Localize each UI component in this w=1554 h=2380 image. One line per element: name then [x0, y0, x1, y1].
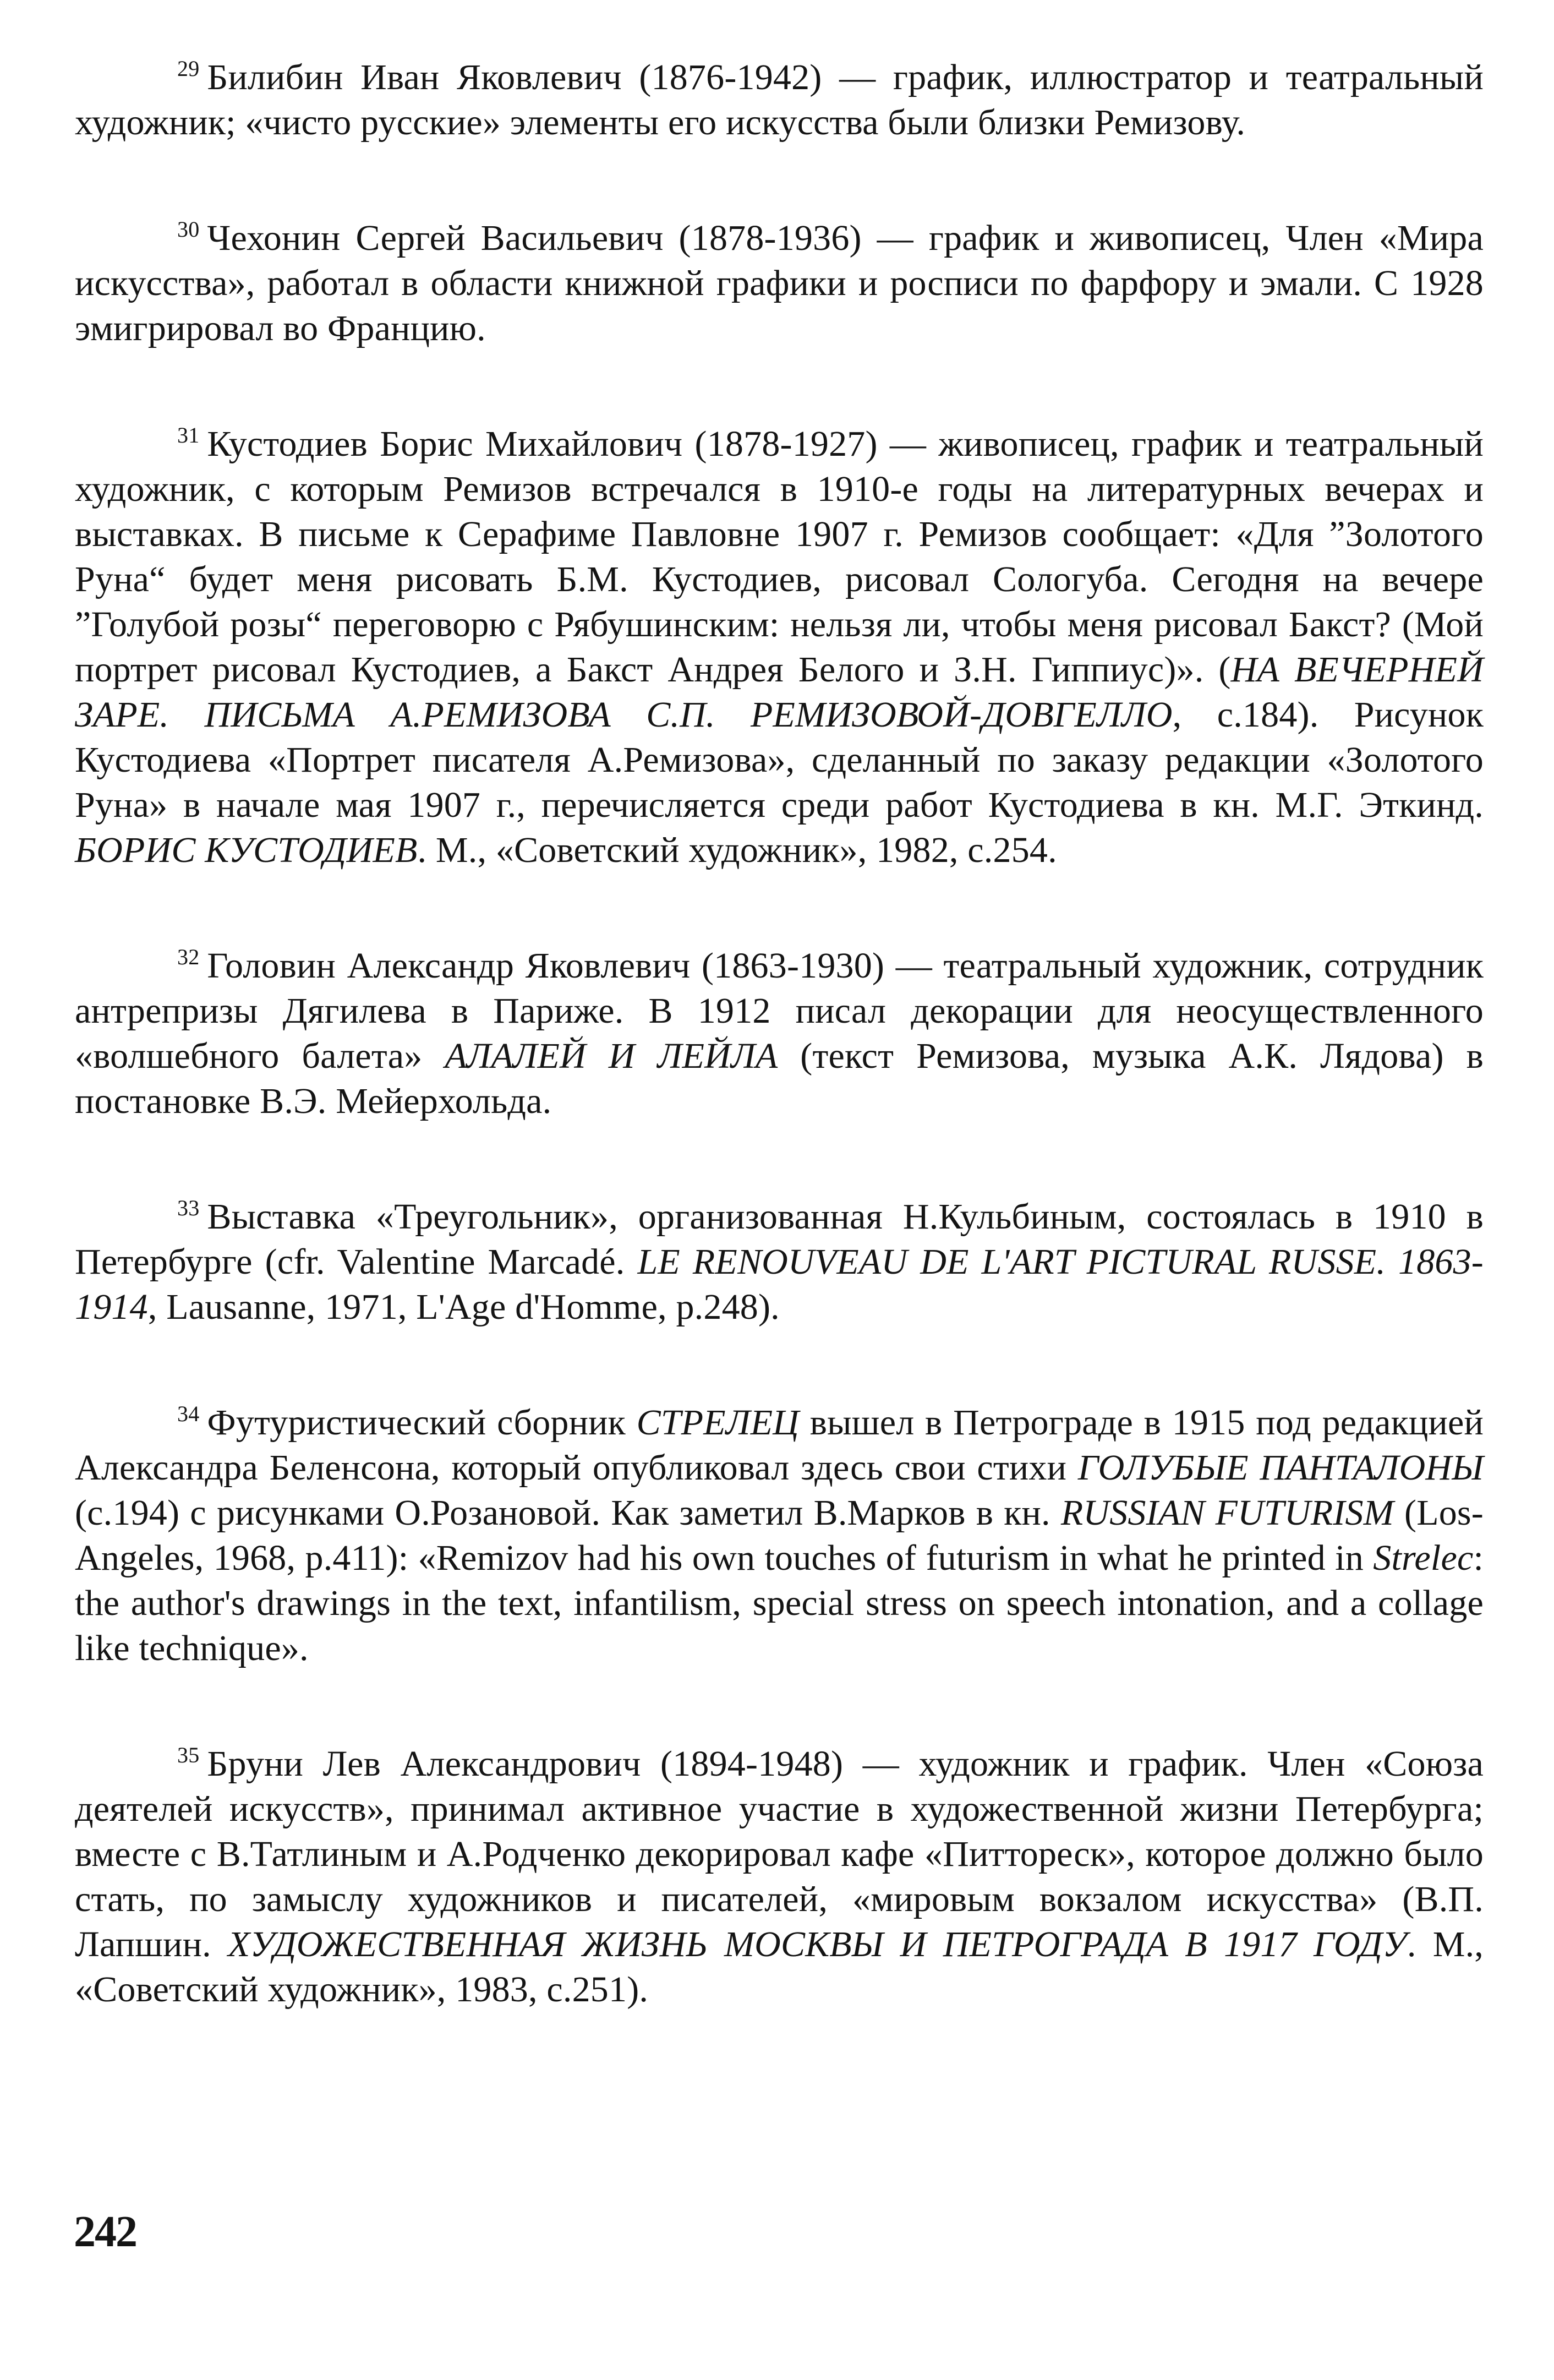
- footnote-35: [75, 1742, 1484, 2012]
- footnote-text: вышел в Петрограде в 1915 под редакцией Александра Беленсона, который опубликовал здесь свои стихи: [75, 1402, 1484, 1488]
- work-title: АЛАЛЕЙ И ЛЕЙЛА: [445, 1036, 778, 1076]
- footnote-text: Головин Александр Яковлевич (1863-1930) — театральный художник, сотрудник антрепризы Дягилева в Париже. В 1912 писал декорации для неосуществленного «волшебного балета»: [75, 946, 1484, 1076]
- book-title: ХУДОЖЕСТВЕННАЯ ЖИЗНЬ МОСКВЫ И ПЕТРОГРАДА В 1917 ГОДУ: [228, 1924, 1407, 1964]
- footnote-31: [75, 422, 1484, 873]
- footnote-text: . М., «Советский художник», 1983, с.251).: [75, 1924, 1484, 2010]
- footnote-text: : the author's drawings in the text, infantilism, special stress on speech intonation, and a collage like technique».: [75, 1538, 1484, 1668]
- footnote-text: , с.184). Рисунок Кустодиева «Портрет писателя А.Ремизова», сделанный по заказу редакции «Золотого Руна» в начале мая 1907 г., перечисляется среди работ Кустодиева в кн. М.Г. Эткинд.: [75, 695, 1484, 825]
- footnote-text: . М., «Советский художник», 1982, с.254.: [417, 830, 1057, 870]
- work-title: ГОЛУБЫЕ ПАНТАЛОНЫ: [1077, 1448, 1484, 1488]
- footnotes-page: [75, 55, 1484, 2083]
- footnote-text: Выставка «Треугольник», организованная Н.Кульбиным, состоялась в 1910 в Петербурге (cfr. Valentine Marcadé.: [75, 1197, 1484, 1282]
- footnote-text: Билибин Иван Яковлевич (1876-1942) — график, иллюстратор и театральный художник; «чисто русские» элементы его искусства были близки Ремизову.: [75, 57, 1484, 143]
- book-title: НА ВЕЧЕРНЕЙ ЗАРЕ. ПИСЬМА А.РЕМИЗОВА С.П. РЕМИЗОВОЙ-ДОВГЕЛЛО: [75, 649, 1484, 735]
- footnote-text: Кустодиев Борис Михайлович (1878-1927) — живописец, график и театральный художник, с которым Ремизов встречался в 1910-е годы на литературных вечерах и выставках. В письме к Серафиме Павловне 1907 г. Ремизов сообщает: «Для ”Золотого Руна“ будет меня рисовать Б.М. Кустодиев, рисовал Сологуба. Сегодня на вечере ”Голубой розы“ переговорю с Рябушинским: нельзя ли, чтобы меня рисовал Бакст? (Мой портрет рисовал Кустодиев, а Бакст Андрея Белого и З.Н. Гиппиус)». (: [75, 424, 1484, 690]
- footnote-text: (текст Ремизова, музыка А.К. Лядова) в постановке В.Э. Мейерхольда.: [75, 1036, 1484, 1121]
- footnote-text: Бруни Лев Александрович (1894-1948) — художник и график. Член «Союза деятелей искусств», принимал активное участие в художественной жизни Петербурга; вместе с В.Татлиным и А.Родченко декорировал кафе «Питтореск», которое должно было стать, по замыслу художников и писателей, «мировым вокзалом искусства» (В.П. Лапшин.: [75, 1744, 1484, 1964]
- footnote-number: 33: [177, 1196, 200, 1220]
- footnote-number: 32: [177, 945, 200, 969]
- footnote-29: [75, 55, 1484, 145]
- footnote-number: 35: [177, 1743, 200, 1767]
- footnote-text: Футуристический сборник: [207, 1402, 637, 1443]
- footnote-30: [75, 216, 1484, 351]
- page-number: 242: [74, 2208, 136, 2256]
- footnote-text: (с.194) с рисунками О.Розановой. Как заметил В.Марков в кн.: [75, 1493, 1061, 1533]
- book-title: LE RENOUVEAU DE L'ART PICTURAL RUSSE. 1863-1914: [75, 1242, 1484, 1327]
- footnote-text: Чехонин Сергей Васильевич (1878-1936) — график и живописец, Член «Мира искусства», работал в области книжной графики и росписи по фарфору и эмали. С 1928 эмигрировал во Францию.: [75, 218, 1484, 348]
- footnote-number: 30: [177, 217, 200, 242]
- work-title: СТРЕЛЕЦ: [636, 1402, 800, 1443]
- footnote-34: [75, 1400, 1484, 1671]
- footnote-number: 29: [177, 56, 200, 81]
- footnote-number: 34: [177, 1401, 200, 1426]
- footnote-32: [75, 943, 1484, 1124]
- footnote-text: , Lausanne, 1971, L'Age d'Homme, p.248).: [147, 1287, 780, 1327]
- work-title: Strelec: [1373, 1538, 1474, 1578]
- footnote-33: [75, 1194, 1484, 1330]
- footnote-number: 31: [177, 423, 200, 447]
- footnote-text: (Los-Angeles, 1968, p.411): «Remizov had his own touches of futurism in what he printed in: [75, 1493, 1484, 1578]
- book-title: БОРИС КУСТОДИЕВ: [75, 830, 418, 870]
- book-title: RUSSIAN FUTURISM: [1060, 1493, 1394, 1533]
